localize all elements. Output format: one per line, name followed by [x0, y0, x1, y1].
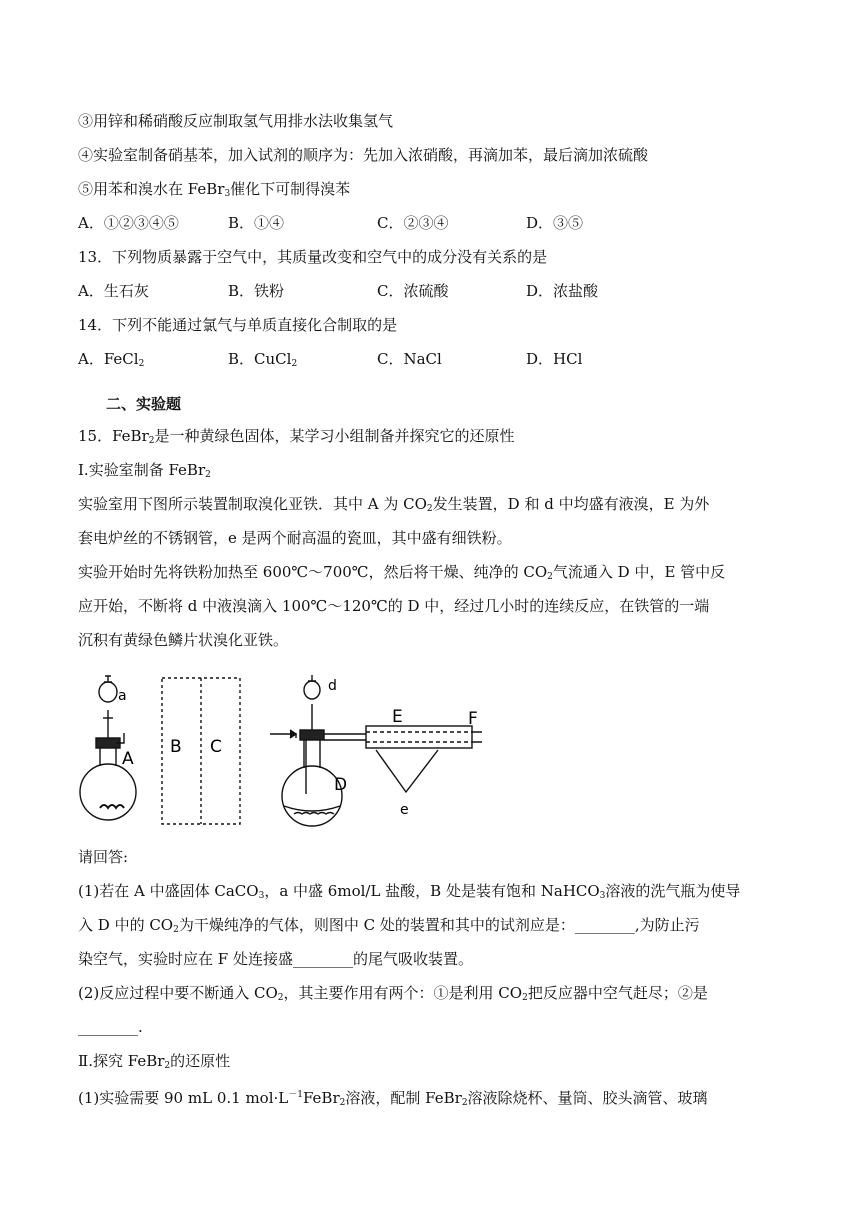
- flask-a-neck: [100, 746, 116, 766]
- funnel-d-bulb: [304, 681, 320, 699]
- q14-option-d: D．HCl: [526, 350, 583, 368]
- b1-line1: (1)实验需要 90 mL 0.1 $mol\cdot L^{-1}FeBr_2$溶液，配制 FeBr$_2$溶液除烧杯、量筒、胶头滴管、玻璃: [78, 1089, 708, 1108]
- label-A: A: [122, 749, 134, 769]
- connector-d-e: [324, 734, 366, 740]
- section-heading: 二、实验题: [106, 395, 182, 413]
- statement-4: ④实验室制备硝基苯，加入试剂的顺序为：先加入浓硝酸，再滴加苯，最后滴加浓硫酸: [78, 146, 649, 164]
- flask-d: [282, 766, 342, 826]
- q15-stem: 15．FeBr$_2$是一种黄绿色固体，某学习小组制备并探究它的还原性: [78, 427, 515, 446]
- label-C: C: [210, 737, 222, 757]
- apparatus-figure: [70, 668, 490, 838]
- label-e: e: [400, 802, 409, 818]
- q12-option-d: D．③⑤: [526, 214, 584, 232]
- a2-line2: ________.: [78, 1018, 143, 1036]
- a1-line3: 染空气，实验时应在 F 处连接盛________的尾气吸收装置。: [78, 950, 473, 968]
- part2-heading: Ⅱ.探究 FeBr$_2$的还原性: [78, 1052, 231, 1071]
- q12-option-a: A．①②③④⑤: [78, 214, 179, 232]
- q14-option-c: C．NaCl: [377, 350, 442, 368]
- q14-stem: 14．下列不能通过氯气与单质直接化合制取的是: [78, 316, 398, 334]
- label-D: D: [334, 775, 348, 795]
- label-a: a: [118, 688, 127, 704]
- a2-line1: (2)反应过程中要不断通入 $CO_2$，其主要作用有两个：①是利用 $CO_2$把反应器中空气赶尽；②是: [78, 984, 708, 1003]
- p2-line1: 实验开始时先将铁粉加热至 600℃～700℃，然后将干燥、纯净的 $CO_2$气流通入 D 中，E 管中反: [78, 563, 726, 582]
- flask-a: [80, 764, 136, 820]
- p1-line2: 套电炉丝的不锈钢管，e 是两个耐高温的瓷皿，其中盛有细铁粉。: [78, 529, 512, 547]
- q13-option-b: B．铁粉: [228, 282, 285, 300]
- a1-line1: (1)若在 A 中盛固体 CaCO$_3$，a 中盛 6mol/L 盐酸，B 处是装有饱和 NaHCO$_3$溶液的洗气瓶为使导: [78, 882, 741, 901]
- statement-3: ③用锌和稀硝酸反应制取氢气用排水法收集氢气: [78, 112, 394, 130]
- label-E: E: [392, 707, 403, 727]
- q13-stem: 13．下列物质暴露于空气中，其质量改变和空气中的成分没有关系的是: [78, 248, 548, 266]
- a1-line2: 入 D 中的 $CO_2$为干燥纯净的气体，则图中 C 处的装置和其中的试剂应是：________,为防止污: [78, 916, 700, 935]
- q14-option-b: B．CuCl$_2$: [228, 350, 298, 369]
- q14-option-a: A．FeCl$_2$: [78, 350, 145, 369]
- label-d: d: [328, 678, 337, 694]
- label-B: B: [170, 737, 182, 757]
- p2-line2: 应开始，不断将 d 中液溴滴入 100℃～120℃的 D 中，经过几小时的连续反应，在铁管的一端: [78, 597, 710, 615]
- q13-option-c: C．浓硫酸: [377, 282, 449, 300]
- p2-line3: 沉积有黄绿色鳞片状溴化亚铁。: [78, 631, 289, 649]
- p1-line1: 实验室用下图所示装置制取溴化亚铁．其中 A 为 $CO_2$发生装置，D 和 d 中均盛有液溴，E 为外: [78, 495, 710, 514]
- stopper-d: [300, 730, 324, 740]
- outlet-f: [472, 732, 482, 742]
- q13-option-a: A．生石灰: [78, 282, 149, 300]
- label-F: F: [468, 709, 478, 729]
- statement-5: ⑤用苯和溴水在 FeBr$_3$催化下可制得溴苯: [78, 180, 351, 199]
- tube-e: [366, 726, 472, 748]
- q12-option-b: B．①④: [228, 214, 285, 232]
- q13-option-d: D．浓盐酸: [526, 282, 599, 300]
- answer-prompt: 请回答:: [78, 848, 129, 866]
- part1-heading: Ⅰ.实验室制备 FeBr$_2$: [78, 461, 211, 480]
- crucible-e: [376, 750, 438, 792]
- q12-option-c: C．②③④: [377, 214, 449, 232]
- funnel-a-bulb: [99, 682, 117, 702]
